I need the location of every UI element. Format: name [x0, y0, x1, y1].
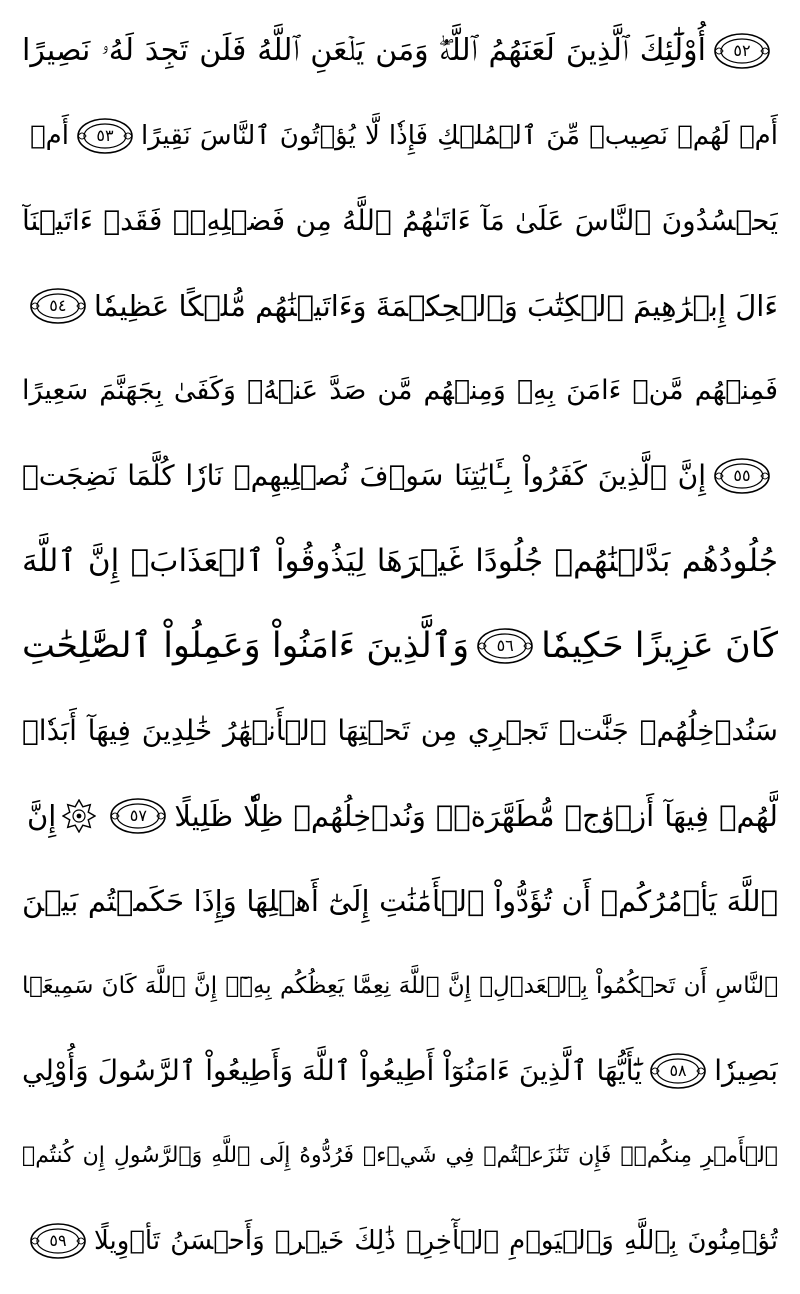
- ayah-number: ٥٢: [733, 41, 751, 60]
- verse-text: ٱلنَّاسِ أَن تَحۡكُمُواْ بِٱلۡعَدۡلِۚ إِنَّ ٱللَّهَ نِعِمَّا يَعِظُكُم بِهِۦٓۗ إِنَّ ٱللَّهَ كَانَ سَمِيعَۢا: [22, 972, 778, 999]
- text-line: [22, 93, 778, 178]
- ayah-number-marker: [28, 286, 88, 326]
- text-line: [22, 603, 778, 688]
- ayah-number: ٥٦: [496, 636, 514, 655]
- verse-text: فَمِنۡهُم مَّنۡ ءَامَنَ بِهِۦ وَمِنۡهُم مَّن صَدَّ عَنۡهُۚ وَكَفَىٰ بِجَهَنَّمَ سَعِيرًا: [22, 375, 778, 406]
- text-line: [22, 773, 778, 858]
- text-line: [22, 1113, 778, 1198]
- verse-text: أَمۡ: [30, 120, 69, 151]
- ayah-number: ٥٧: [129, 806, 147, 825]
- verse-text: ءَالَ إِبۡرَٰهِيمَ ٱلۡكِتَٰبَ وَٱلۡحِكۡمَةَ وَءَاتَيۡنَٰهُم مُّلۡكًا عَظِيمٗا: [93, 288, 778, 323]
- ayah-number-marker: [75, 116, 135, 156]
- ayah-number: ٥٨: [669, 1061, 687, 1080]
- ayah-number-marker: [475, 626, 535, 666]
- verse-text: وَٱلَّذِينَ ءَامَنُواْ وَعَمِلُواْ ٱلصَّٰلِحَٰتِ: [22, 625, 470, 666]
- verse-text: يَٰٓأَيُّهَا ٱلَّذِينَ ءَامَنُوٓاْ أَطِيعُواْ ٱللَّهَ وَأَطِيعُواْ ٱلرَّسُولَ وَأُوْلِي: [22, 1054, 643, 1087]
- verse-text: كَانَ عَزِيزًا حَكِيمٗا: [541, 625, 778, 666]
- verse-text: إِنَّ: [26, 798, 57, 833]
- ayah-number-marker: [28, 1221, 88, 1261]
- verse-text: لَّهُمۡ فِيهَآ أَزۡوَٰجٞ مُّطَهَّرَةٞۖ وَنُدۡخِلُهُمۡ ظِلّٗا ظَلِيلًا: [174, 798, 778, 833]
- text-line: [22, 943, 778, 1028]
- ayah-number-marker: [108, 796, 168, 836]
- verse-text: ٱلۡأَمۡرِ مِنكُمۡۖ فَإِن تَنَٰزَعۡتُمۡ فِي شَيۡءٖ فَرُدُّوهُ إِلَى ٱللَّهِ وَٱلرَّسُولِ إِن كُنتُمۡ: [22, 1143, 778, 1168]
- ayah-number: ٥٩: [49, 1231, 67, 1250]
- ayah-number: ٥٥: [733, 466, 751, 485]
- text-line: [22, 688, 778, 773]
- verse-text: جُلُودُهُم بَدَّلۡنَٰهُمۡ جُلُودًا غَيۡرَهَا لِيَذُوقُواْ ٱلۡعَذَابَۗ إِنَّ ٱللَّهَ: [22, 542, 778, 579]
- text-line: [22, 518, 778, 603]
- ayah-number-marker: [712, 456, 772, 496]
- verse-text: إِنَّ ٱلَّذِينَ كَفَرُواْ بِـَٔايَٰتِنَا سَوۡفَ نُصۡلِيهِمۡ نَارٗا كُلَّمَا نَضِجَتۡ: [22, 459, 706, 492]
- verse-text: تُؤۡمِنُونَ بِٱللَّهِ وَٱلۡيَوۡمِ ٱلۡأٓخِرِۚ ذَٰلِكَ خَيۡرٞ وَأَحۡسَنُ تَأۡوِيلًا: [94, 1225, 778, 1256]
- verse-text: أَمۡ لَهُمۡ نَصِيبٞ مِّنَ ٱلۡمُلۡكِ فَإِذٗا لَّا يُؤۡتُونَ ٱلنَّاسَ نَقِيرًا: [140, 120, 778, 151]
- text-line: [22, 1198, 778, 1283]
- ayah-number: ٥٤: [49, 296, 67, 315]
- verse-text: أُوْلَٰٓئِكَ ٱلَّذِينَ لَعَنَهُمُ ٱللَّهُۖ وَمَن يَلۡعَنِ ٱللَّهُ فَلَن تَجِدَ لَهُۥ نَصِيرًا: [22, 33, 706, 68]
- text-line: [22, 858, 778, 943]
- verse-text: بَصِيرٗا: [714, 1054, 778, 1087]
- hizb-rub-star-icon: [62, 799, 96, 833]
- ayah-number-marker: [712, 31, 772, 71]
- ayah-number: ٥٣: [96, 126, 114, 145]
- verse-text: يَحۡسُدُونَ ٱلنَّاسَ عَلَىٰ مَآ ءَاتَىٰهُمُ ٱللَّهُ مِن فَضۡلِهِۦۖ فَقَدۡ ءَاتَيۡنَآ: [22, 204, 778, 237]
- text-line: [22, 433, 778, 518]
- text-line: [22, 8, 778, 93]
- ayah-number-marker: [648, 1051, 708, 1091]
- text-line: [22, 178, 778, 263]
- hizb-marker: [62, 799, 96, 833]
- text-line: [22, 1028, 778, 1113]
- verse-text: ٱللَّهَ يَأۡمُرُكُمۡ أَن تُؤَدُّواْ ٱلۡأَمَٰنَٰتِ إِلَىٰٓ أَهۡلِهَا وَإِذَا حَكَمۡتُم بَيۡنَ: [22, 883, 778, 918]
- text-line: [22, 263, 778, 348]
- text-line: [22, 348, 778, 433]
- verse-text: سَنُدۡخِلُهُمۡ جَنَّٰتٖ تَجۡرِي مِن تَحۡتِهَا ٱلۡأَنۡهَٰرُ خَٰلِدِينَ فِيهَآ أَبَدٗاۖ: [22, 714, 778, 747]
